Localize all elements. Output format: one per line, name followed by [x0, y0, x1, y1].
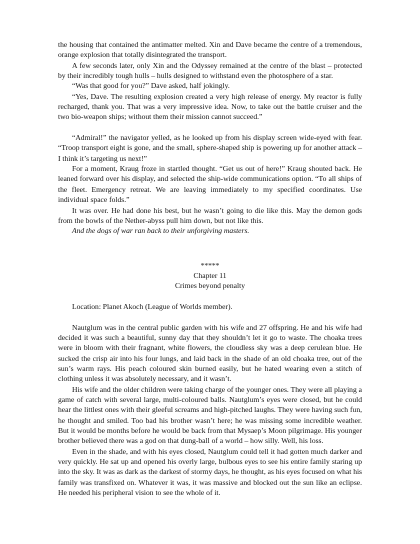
paragraph: A few seconds later, only Xin and the Odyssey remained at the centre of the blast – protected by their incredibly tough hulls – hulls designed to withstand even the photosphere of a star. — [58, 60, 362, 81]
closing-line: And the dogs of war ran back to their unforgiving masters. — [72, 226, 250, 236]
location-line: Location: Planet Akoch (League of Worlds member). — [72, 301, 233, 311]
paragraph: For a moment, Kraug froze in startled thought. “Get us out of here!” Kraug shouted back. He leaned forward over his display, and selected the ship-wide communications option. “To all ships of the fleet. Emergency retreat. We are leaving immediately to my specified coordinates. Use individual space folds.” — [58, 164, 362, 205]
paragraph: “Yes, Dave. The resulting explosion created a very high release of energy. My reactor is fully recharged, thank you. That was a very impressive idea. Now, to take out the battle cruiser and the two bio-weapon ships; without them their mission cannot succeed.” — [58, 91, 362, 122]
paragraph: “Admiral!” the navigator yelled, as he looked up from his display screen wide-eyed with fear. “Troop transport eight is gone, and the small, sphere-shaped ship is powering up for another attack – I think it’s targeting us next!” — [58, 133, 362, 163]
section-separator: ***** — [200, 260, 220, 270]
paragraph: His wife and the older children were taking charge of the younger ones. They were all playing a game of catch with several large, multi-coloured balls. Nautglum’s eyes were closed, but he could hear the littlest ones with their gleeful screams and high-pitched laughs. They were having such fun, he thought and smiled. Too bad his brother wasn’t here; he was missing some incredible weather. But it would be months before he would be back from that Mysaep’s Moon pilgrimage. His younger brother believed there was a god on that dung-ball of a world – how silly. Well, his loss. — [58, 384, 362, 446]
paragraph: “Was that good for you?” Dave asked, half jokingly. — [72, 81, 230, 91]
paragraph: the housing that contained the antimatter melted. Xin and Dave became the centre of a tremendous, orange explosion that totally disintegrated the transport. — [58, 40, 362, 60]
paragraph: Even in the shade, and with his eyes closed, Nautglum could tell it had gotten much darker and very quickly. He sat up and opened his overly large, bulbous eyes to see his entire family staring up into the sky. It was as dark as the darkest of stormy days, he thought, as his eyes focused on what his family was transfixed on. Whatever it was, it was massive and blocked out the sun like an eclipse. He needed his peripheral vision to see the whole of it. — [58, 446, 362, 498]
paragraph: It was over. He had done his best, but he wasn’t going to die like this. May the demon gods from the bowls of the Nether-abyss pull him down, but not like this. — [58, 205, 362, 225]
chapter-subtitle: Crimes beyond penalty — [174, 281, 245, 291]
chapter-title: Chapter 11 — [193, 270, 227, 280]
paragraph: Nautglum was in the central public garden with his wife and 27 offspring. He and his wife had decided it was such a beautiful, sunny day that they shouldn’t let it go to waste. The choaka trees were in bloom with their fragnant, white flowers, the cloudless sky was a deep cerulean blue. He sucked the crisp air into his four lungs, and laid back in the shade of an old choaka tree, out of the sun’s warm rays. His peach coloured skin burned easily, but he hated wearing even a stitch of clothing unless it was absolutely necessary, and it wasn’t. — [58, 322, 362, 384]
